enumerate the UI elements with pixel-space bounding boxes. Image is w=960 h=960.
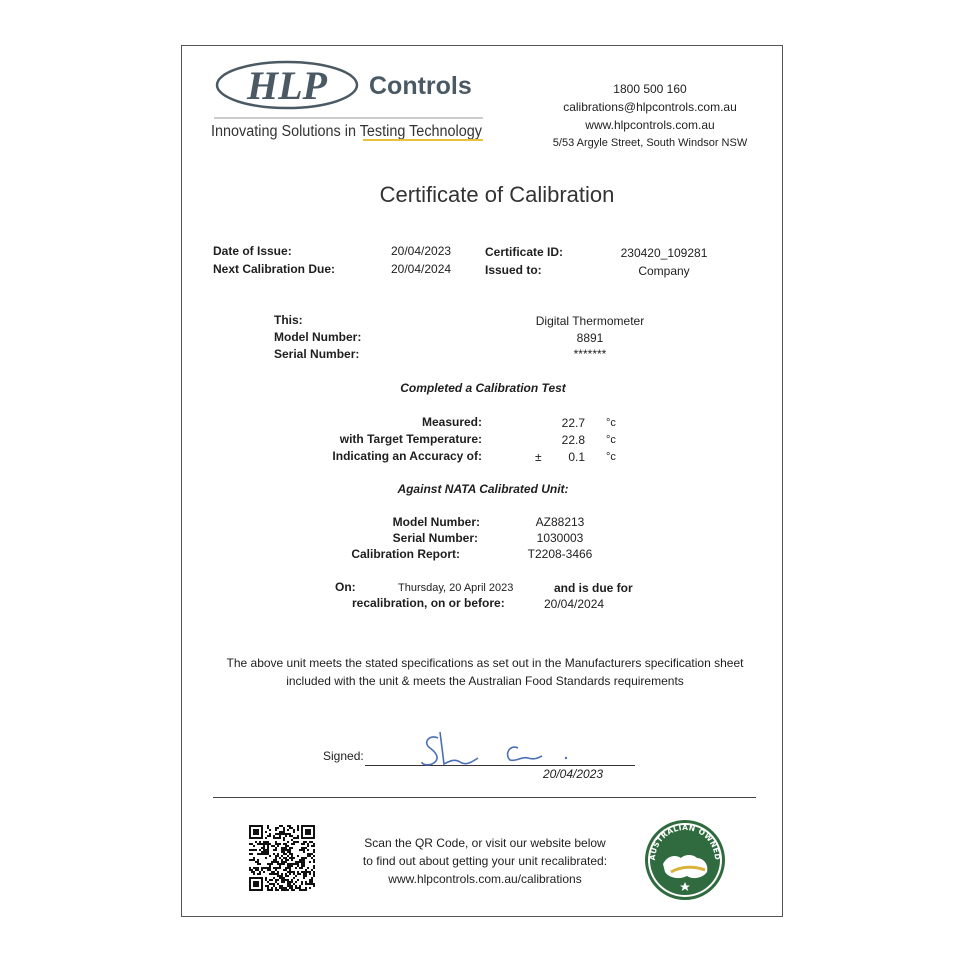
compliance-notice [200, 654, 770, 690]
logo-hlp-text: HLP [247, 63, 327, 108]
website: www.hlpcontrols.com.au [585, 118, 715, 132]
cert-id-label: Certificate ID: [485, 245, 564, 259]
ref-report-value: T2208-3466 [527, 547, 593, 561]
footer-line-1: Scan the QR Code, or visit our website below [364, 836, 606, 850]
next-due-value: 20/04/2024 [391, 262, 452, 276]
ref-serial-label: Serial Number: [392, 531, 478, 545]
ref-report-label: Calibration Report: [351, 547, 460, 561]
ref-serial-value: 1030003 [536, 531, 584, 545]
target-label: with Target Temperature: [339, 432, 482, 446]
calibrations-link[interactable]: www.hlpcontrols.com.au/calibrations [388, 872, 582, 886]
serial-value: ******* [573, 347, 607, 361]
recal-label: recalibration, on or before: [352, 596, 505, 610]
measured-unit: °c [606, 417, 616, 429]
address: 5/53 Argyle Street, South Windsor NSW [552, 137, 748, 149]
date-issue-value: 20/04/2023 [391, 244, 452, 258]
recal-value: 20/04/2024 [544, 597, 605, 611]
next-due-label: Next Calibration Due: [213, 262, 336, 276]
signed-label: Signed: [323, 749, 364, 763]
accuracy-unit: °c [606, 451, 616, 463]
on-label: On: [335, 580, 356, 594]
contact-block [540, 80, 760, 152]
issued-to-label: Issued to: [485, 263, 542, 277]
model-label: Model Number: [274, 330, 362, 344]
footer-line-2: to find out about getting your unit recalibrated: [362, 854, 608, 868]
qr-code[interactable] [249, 825, 315, 891]
certificate-border [181, 45, 783, 917]
accuracy-label: Indicating an Accuracy of: [332, 449, 482, 463]
email: calibrations@hlpcontrols.com.au [563, 100, 737, 114]
signature-date: 20/04/2023 [543, 767, 604, 781]
hlp-logo-graphic [211, 58, 486, 144]
cert-id-value: 230420_109281 [620, 246, 708, 260]
logo-controls-text: Controls [369, 72, 472, 100]
ref-model-value: AZ88213 [535, 515, 585, 529]
tagline: Innovating Solutions in Testing Technology [211, 123, 483, 140]
footer-divider [213, 797, 756, 798]
measured-value: 22.7 [561, 416, 585, 430]
ref-model-label: Model Number: [392, 515, 480, 529]
issued-to-value: Company [638, 264, 690, 278]
company-logo [211, 58, 486, 144]
accuracy-sign: ± [535, 450, 542, 464]
date-issue-label: Date of Issue: [213, 244, 292, 258]
notice-line-2: included with the unit & meets the Australian Food Standards requirements [286, 674, 684, 688]
australian-owned-badge [643, 818, 727, 902]
certificate-title: Certificate of Calibration [379, 182, 615, 207]
target-value: 22.8 [561, 433, 585, 447]
footer-text [330, 834, 640, 888]
accuracy-value: 0.1 [568, 450, 585, 464]
model-value: 8891 [576, 331, 604, 345]
this-label: This: [274, 313, 303, 327]
target-unit: °c [606, 434, 616, 446]
notice-line-1: The above unit meets the stated specifications as set out in the Manufacturers specification sheet [226, 656, 744, 670]
phone: 1800 500 160 [613, 82, 687, 96]
reference-heading: Against NATA Calibrated Unit: [397, 482, 569, 496]
test-heading: Completed a Calibration Test [400, 381, 566, 395]
due-label: and is due for [554, 581, 633, 595]
on-value: Thursday, 20 April 2023 [398, 582, 514, 594]
badge-text: AUSTRALIAN OWNED [647, 822, 723, 861]
this-value: Digital Thermometer [535, 314, 645, 328]
serial-label: Serial Number: [274, 347, 360, 361]
measured-label: Measured: [421, 415, 482, 429]
